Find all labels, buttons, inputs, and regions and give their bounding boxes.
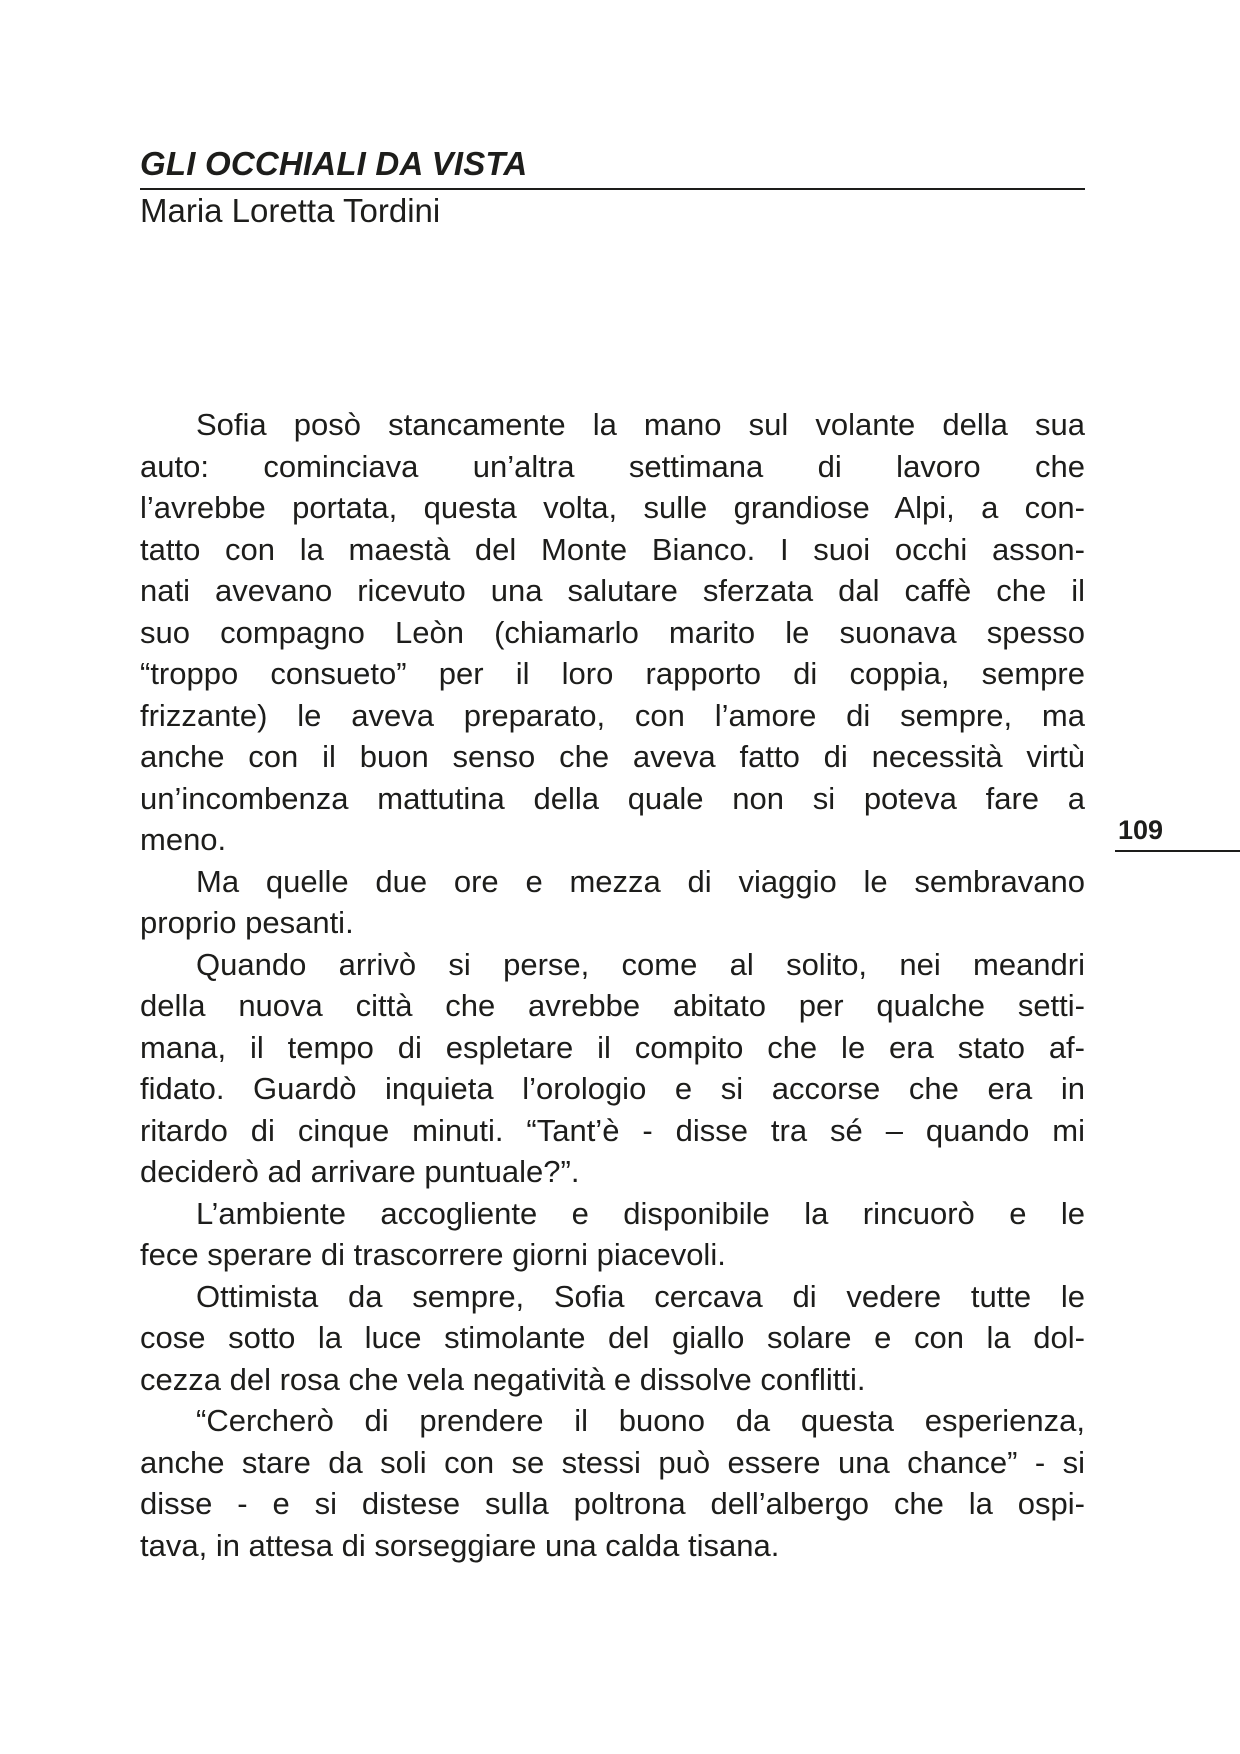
text-line: fidato. Guardò inquieta l’orologio e si accorse che era in xyxy=(140,1071,1085,1106)
page-header xyxy=(140,146,1085,229)
text-line: suo compagno Leòn (chiamarlo marito le suonava spesso xyxy=(140,614,1085,650)
text-line: L’ambiente accogliente e disponibile la rincuorò e le xyxy=(196,1195,1085,1231)
page-number: 109 xyxy=(1118,815,1164,845)
page-body xyxy=(140,404,1085,1566)
paragraph xyxy=(140,944,1085,1193)
page-title: GLI OCCHIALI DA VISTA xyxy=(140,145,528,182)
text-line: “Cercherò di prendere il buono da questa esperienza, xyxy=(196,1403,1085,1438)
text-line: un’incombenza mattutina della quale non si poteva fare a xyxy=(140,780,1085,816)
paragraph xyxy=(140,1276,1085,1401)
text-line: mana, il tempo di espletare il compito che le era stato af- xyxy=(140,1029,1085,1065)
paragraph xyxy=(140,404,1085,861)
paragraph xyxy=(140,1193,1085,1276)
text-line: Sofia posò stancamente la mano sul volante della sua xyxy=(196,407,1085,442)
text-line: tava, in attesa di sorseggiare una calda tisana. xyxy=(140,1527,780,1563)
text-line: Ottimista da sempre, Sofia cercava di vedere tutte le xyxy=(196,1278,1085,1314)
author-name: Maria Loretta Tordini xyxy=(140,192,441,229)
text-line: anche stare da soli con se stessi può essere una chance” - si xyxy=(140,1444,1085,1480)
text-line: fece sperare di trascorrere giorni piacevoli. xyxy=(140,1237,726,1272)
text-line: frizzante) le aveva preparato, con l’amore di sempre, ma xyxy=(140,697,1085,733)
text-line: anche con il buon senso che aveva fatto di necessità virtù xyxy=(140,739,1085,774)
text-line: ritardo di cinque minuti. “Tant’è - disse tra sé – quando mi xyxy=(140,1112,1085,1148)
paragraph xyxy=(140,1400,1085,1566)
text-line: disse - e si distese sulla poltrona dell’albergo che la ospi- xyxy=(140,1486,1085,1521)
title-rule xyxy=(140,188,1085,190)
text-line: tatto con la maestà del Monte Bianco. I suoi occhi asson- xyxy=(140,531,1085,567)
text-line: “troppo consueto” per il loro rapporto di coppia, sempre xyxy=(140,656,1085,691)
text-line: Quando arrivò si perse, come al solito, nei meandri xyxy=(196,946,1085,982)
text-line: Ma quelle due ore e mezza di viaggio le sembravano xyxy=(196,863,1085,899)
text-line: della nuova città che avrebbe abitato per qualche setti- xyxy=(140,988,1085,1023)
text-line: cezza del rosa che vela negatività e dissolve conflitti. xyxy=(140,1361,866,1397)
text-line: auto: cominciava un’altra settimana di lavoro che xyxy=(140,448,1085,484)
text-line: cose sotto la luce stimolante del giallo solare e con la dol- xyxy=(140,1320,1085,1355)
text-line: deciderò ad arrivare puntuale?”. xyxy=(140,1154,580,1189)
text-line: meno. xyxy=(140,822,227,857)
paragraph xyxy=(140,861,1085,944)
text-line: l’avrebbe portata, questa volta, sulle grandiose Alpi, a con- xyxy=(140,490,1085,525)
text-line: proprio pesanti. xyxy=(140,905,354,940)
page-number-block xyxy=(1115,816,1240,852)
text-line: nati avevano ricevuto una salutare sferzata dal caffè che il xyxy=(140,573,1085,608)
